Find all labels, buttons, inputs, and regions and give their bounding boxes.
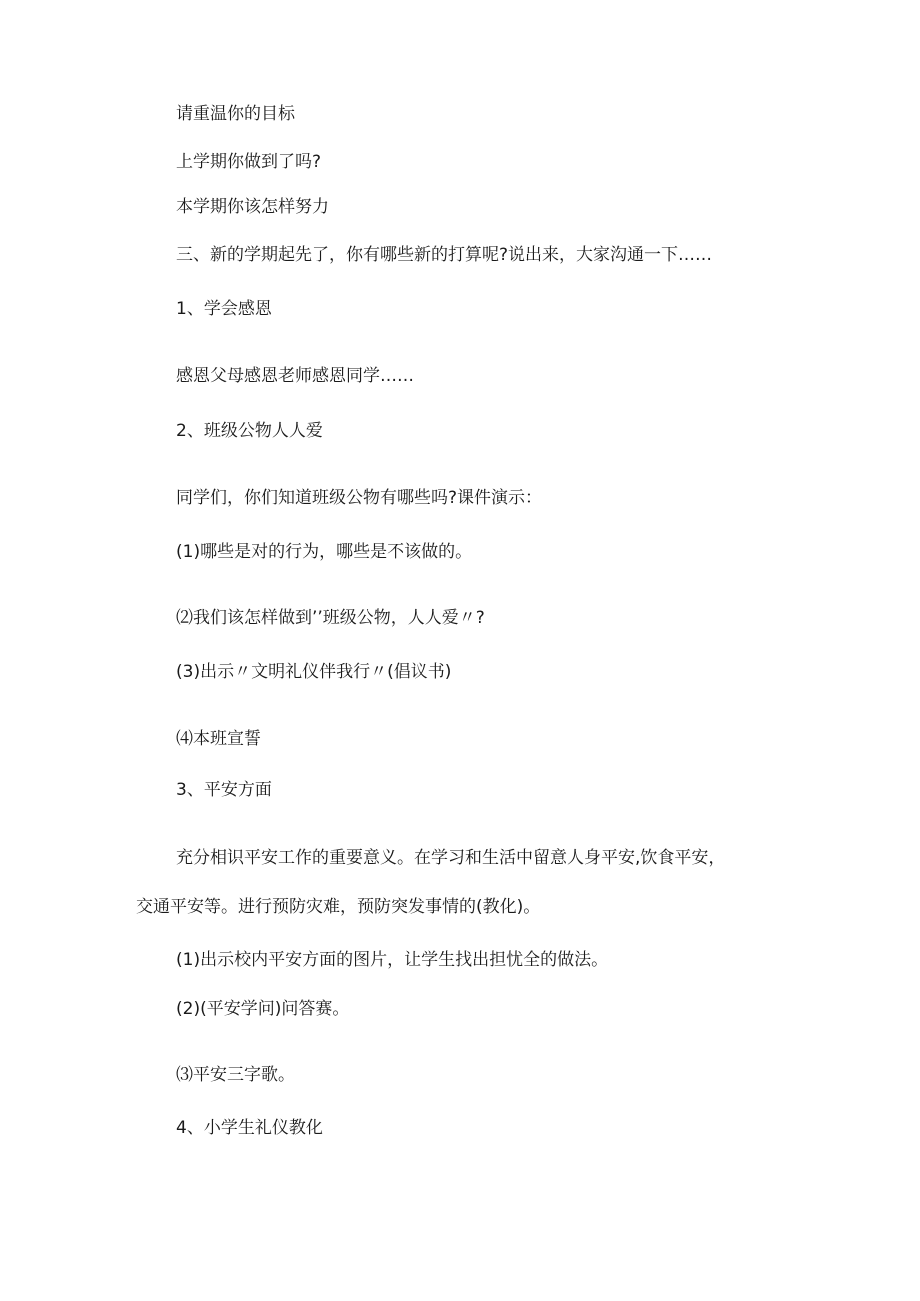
text-line: 三、新的学期起先了，你有哪些新的打算呢?说出来，大家沟通一下……	[176, 245, 713, 265]
text-line: 感恩父母感恩老师感恩同学……	[176, 366, 414, 386]
list-item: (2)(平安学问)问答赛。	[176, 999, 350, 1019]
section-heading: 1、学会感恩	[176, 299, 272, 319]
list-item: ⑷本班宣誓	[176, 729, 261, 749]
list-item: (3)出示〃文明礼仪伴我行〃(倡议书)	[176, 662, 452, 682]
list-item: ⑵我们该怎样做到’’班级公物，人人爱〃?	[176, 608, 485, 628]
text-line: 交通平安等。进行预防灾难，预防突发事情的(教化)。	[136, 897, 541, 917]
list-item: ⑶平安三字歌。	[176, 1065, 295, 1085]
text-line: 同学们，你们知道班级公物有哪些吗?课件演示：	[176, 488, 543, 508]
text-line: 请重温你的目标	[176, 104, 295, 124]
list-item: (1)出示校内平安方面的图片，让学生找出担忧全的做法。	[176, 950, 609, 970]
section-heading: 2、班级公物人人爱	[176, 421, 323, 441]
text-line: 本学期你该怎样努力	[176, 197, 329, 217]
list-item: (1)哪些是对的行为，哪些是不该做的。	[176, 542, 473, 562]
section-heading: 4、小学生礼仪教化	[176, 1118, 323, 1138]
section-heading: 3、平安方面	[176, 780, 272, 800]
text-line: 充分相识平安工作的重要意义。在学习和生活中留意人身平安,饮食平安，	[176, 848, 726, 868]
text-line: 上学期你做到了吗?	[176, 152, 322, 172]
